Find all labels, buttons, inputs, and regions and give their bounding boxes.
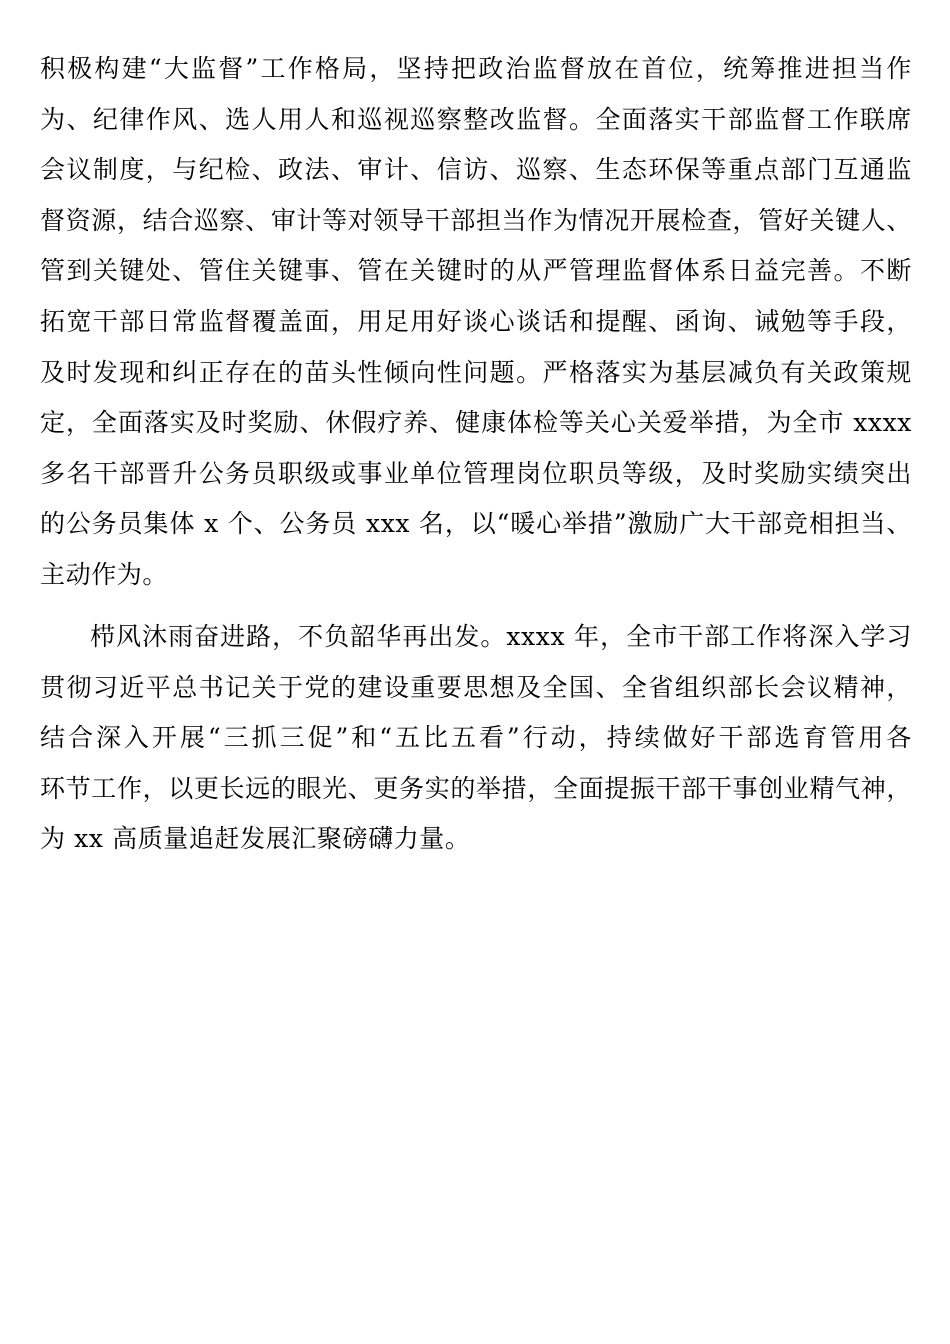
text-line: 的公务员集体 x 个、公务员 xxx 名，以“暖心举措”激励广大干部竞相担当、: [40, 509, 912, 539]
paragraph-1: [40, 44, 912, 601]
text-line: 结合深入开展“三抓三促”和“五比五看”行动，持续做好干部选育管用各: [40, 723, 912, 753]
text-line: 为 xx 高质量追赶发展汇聚磅礴力量。: [40, 824, 471, 854]
text-line: 定，全面落实及时奖励、休假疗养、健康体检等关心关爱举措，为全市 xxxx: [40, 408, 912, 438]
text-line: 栉风沐雨奋进路，不负韶华再出发。xxxx 年，全市干部工作将深入学习: [90, 622, 912, 651]
paragraph-2: [40, 612, 912, 865]
text-line: 贯彻习近平总书记关于党的建设重要思想及全国、全省组织部长会议精神，: [40, 672, 912, 702]
text-line: 积极构建“大监督”工作格局，坚持把政治监督放在首位，统筹推进担当作: [40, 54, 912, 83]
text-line: 环节工作，以更长远的眼光、更务实的举措，全面提振干部干事创业精气神，: [40, 773, 912, 803]
text-line: 督资源，结合巡察、审计等对领导干部担当作为情况开展检查，管好关键人、: [40, 205, 912, 235]
text-line: 管到关键处、管住关键事、管在关键时的从严管理监督体系日益完善。不断: [40, 256, 912, 286]
text-line: 为、纪律作风、选人用人和巡视巡察整改监督。全面落实干部监督工作联席: [40, 104, 912, 134]
text-line: 及时发现和纠正存在的苗头性倾向性问题。严格落实为基层减负有关政策规: [40, 357, 912, 387]
text-line: 拓宽干部日常监督覆盖面，用足用好谈心谈话和提醒、函询、诫勉等手段，: [40, 306, 912, 336]
text-line: 多名干部晋升公务员职级或事业单位管理岗位职员等级，及时奖励实绩突出: [40, 458, 912, 488]
text-line: 主动作为。: [40, 559, 169, 589]
text-line: 会议制度，与纪检、政法、审计、信访、巡察、生态环保等重点部门互通监: [40, 155, 912, 185]
